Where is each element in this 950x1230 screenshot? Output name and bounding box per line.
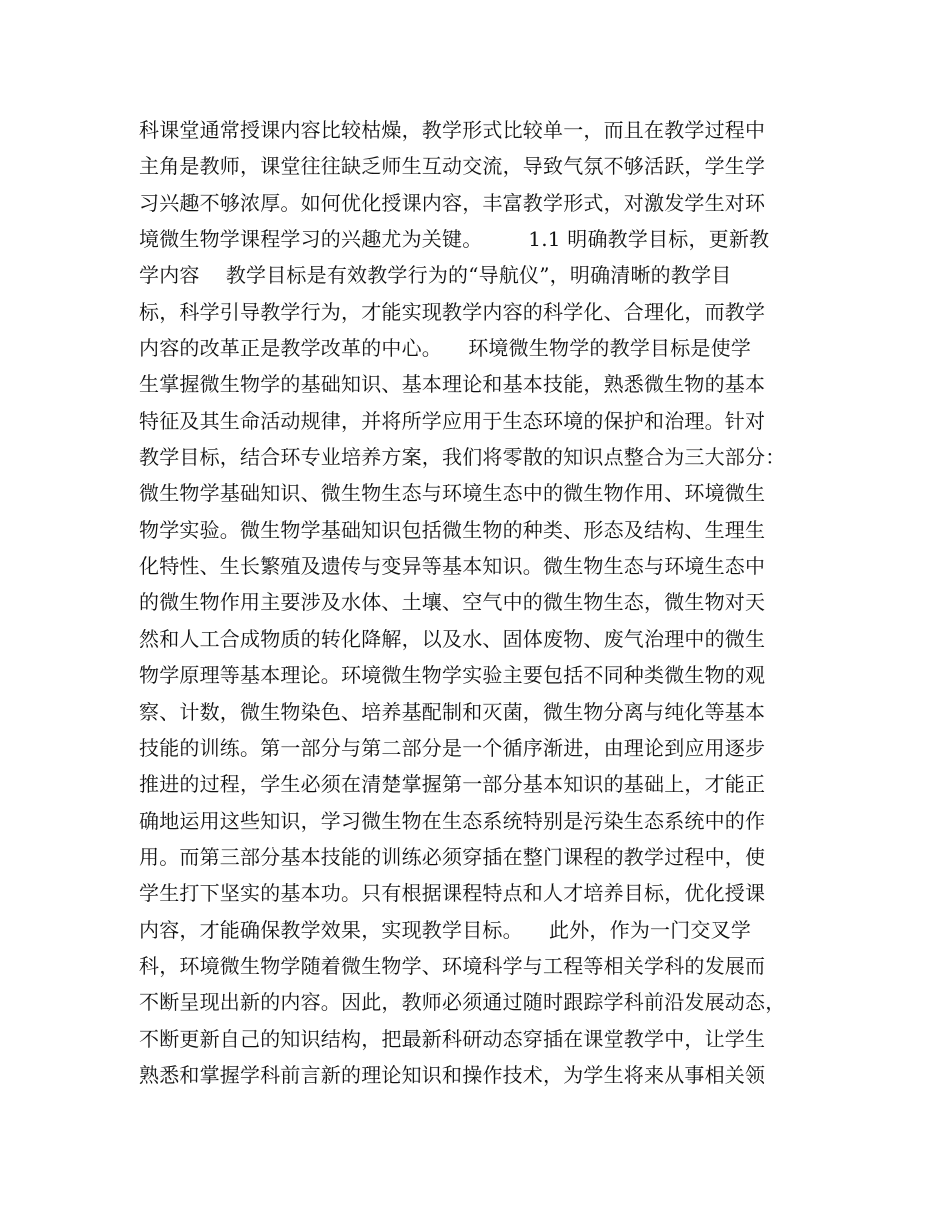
- text-line: 科课堂通常授课内容比较枯燥，教学形式比较单一，而且在教学过程中: [139, 118, 766, 142]
- text-line: 教学目标，结合环专业培养方案，我们将零散的知识点整合为三大部分：: [139, 445, 786, 470]
- text-line: 微生物学基础知识、微生物生态与环境生态中的微生物作用、环境微生: [139, 481, 766, 506]
- text-line: 推进的过程，学生必须在清楚掌握第一部分基本知识的基础上，才能正: [139, 772, 766, 797]
- body-text: [139, 112, 819, 1093]
- text-line: 熟悉和掌握学科前言新的理论知识和操作技术，为学生将来从事相关领: [139, 1062, 766, 1087]
- text-line: 化特性、生长繁殖及遗传与变异等基本知识。微生物生态与环境生态中: [139, 554, 766, 579]
- text-line: 察、计数，微生物染色、培养基配制和灭菌，微生物分离与纯化等基本: [139, 699, 766, 724]
- text-line: 习兴趣不够浓厚。如何优化授课内容，丰富教学形式，对激发学生对环: [139, 190, 766, 215]
- text-line: 学内容 教学目标是有效教学行为的“导航仪”，明确清晰的教学目: [139, 263, 732, 288]
- text-line: 物学实验。微生物学基础知识包括微生物的种类、形态及结构、生理生: [139, 517, 766, 542]
- text-line: 生掌握微生物学的基础知识、基本理论和基本技能，熟悉微生物的基本: [139, 372, 766, 397]
- text-line: 学生打下坚实的基本功。只有根据课程特点和人才培养目标，优化授课: [139, 881, 766, 906]
- text-line: 内容，才能确保教学效果，实现教学目标。 此外，作为一门交叉学: [139, 917, 752, 942]
- text-line: 不断更新自己的知识结构，把最新科研动态穿插在课堂教学中，让学生: [139, 1026, 766, 1051]
- text-line: 然和人工合成物质的转化降解，以及水、固体废物、废气治理中的微生: [139, 626, 766, 651]
- text-line: 确地运用这些知识，学习微生物在生态系统特别是污染生态系统中的作: [139, 808, 766, 833]
- text-line: 标，科学引导教学行为，才能实现教学内容的科学化、合理化，而教学: [139, 299, 766, 324]
- text-line: 不断呈现出新的内容。因此，教师必须通过随时跟踪学科前沿发展动态，: [139, 990, 786, 1015]
- text-line: 的微生物作用主要涉及水体、土壤、空气中的微生物生态，微生物对天: [139, 590, 766, 615]
- text-line: 内容的改革正是教学改革的中心。 环境微生物学的教学目标是使学: [139, 336, 752, 361]
- text-line: 境微生物学课程学习的兴趣尤为关键。 1.1 明确教学目标，更新教: [139, 227, 770, 252]
- text-line: 技能的训练。第一部分与第二部分是一个循序渐进，由理论到应用逐步: [139, 735, 766, 760]
- text-line: 科，环境微生物学随着微生物学、环境科学与工程等相关学科的发展而: [139, 953, 766, 978]
- text-line: 物学原理等基本理论。环境微生物学实验主要包括不同种类微生物的观: [139, 663, 766, 688]
- text-line: 主角是教师，课堂往往缺乏师生互动交流，导致气氛不够活跃，学生学: [139, 154, 766, 179]
- text-line: 用。而第三部分基本技能的训练必须穿插在整门课程的教学过程中，使: [139, 844, 766, 869]
- text-line: 特征及其生命活动规律，并将所学应用于生态环境的保护和治理。针对: [139, 408, 766, 433]
